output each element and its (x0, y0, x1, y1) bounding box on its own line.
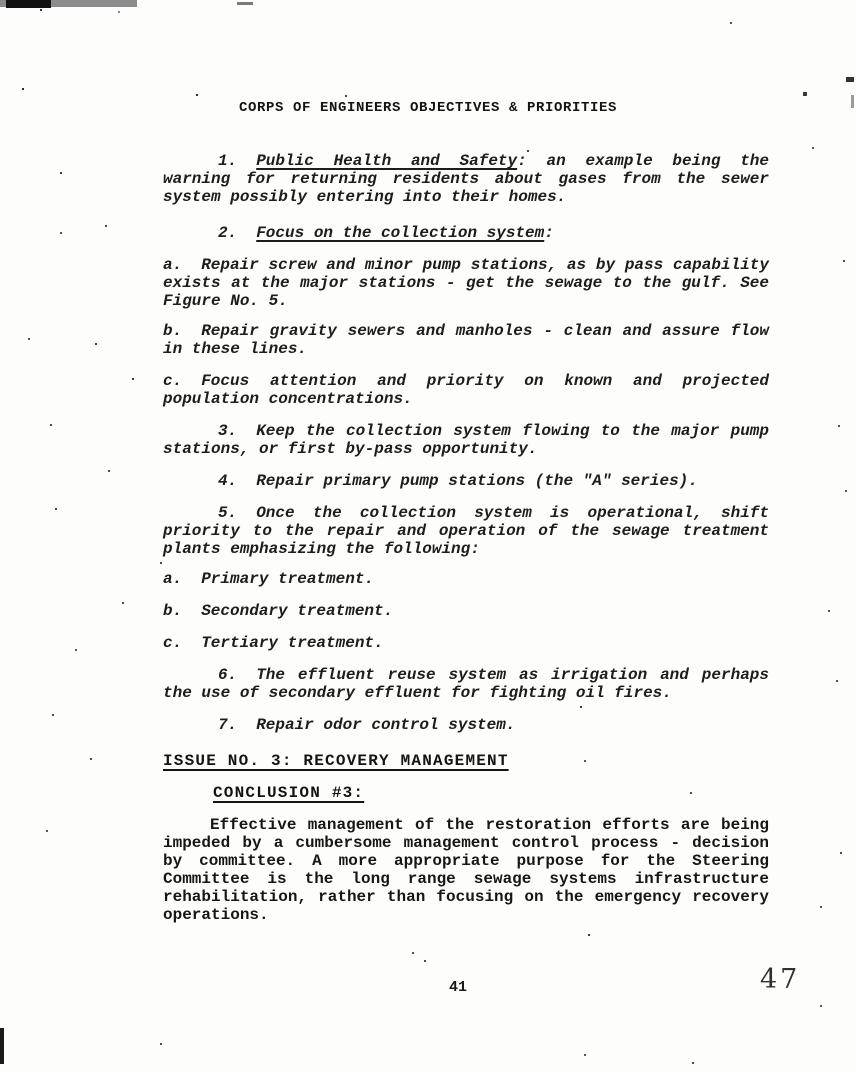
list-item-5 (163, 504, 769, 558)
list-item-7 (163, 716, 769, 734)
item-text: Repair odor control system. (256, 716, 516, 734)
issue-heading: ISSUE NO. 3: RECOVERY MANAGEMENT (163, 752, 509, 770)
item-marker: 4. (218, 472, 238, 490)
item-marker: 2. (218, 224, 238, 242)
scan-artifact-right-mark (803, 92, 807, 96)
item-marker: 6. (218, 666, 238, 684)
item-text: : (544, 224, 554, 242)
stamp-page-number: 47 (760, 964, 801, 995)
list-item-6 (163, 666, 769, 702)
item-marker: a. (163, 570, 183, 588)
list-item-5a (163, 570, 769, 588)
item-text: Repair screw and minor pump stations, as by pass capability exists at the major stations - get the sewage to the gulf. See Figure No. 5. (163, 256, 769, 310)
conclusion-heading: CONCLUSION #3: (213, 784, 365, 802)
item-text: : an example being the warning for returning residents about gases from the sewer system possibly entering into their homes. (163, 152, 770, 206)
page-title: CORPS OF ENGINEERS OBJECTIVES & PRIORITIES (238, 100, 618, 116)
item-text: The effluent reuse system as irrigation and perhaps the use of secondary effluent for fighting oil fires. (163, 666, 769, 702)
scan-noise (0, 0, 2, 2)
item-marker: 5. (218, 504, 238, 522)
conclusion-paragraph: Effective management of the restoration efforts are being impeded by a cumbersome management control process - decision by committee. A more appropriate purpose for the Steering Committee is the long range sewage systems infrastructure rehabilitation, rather than focusing on the emergency recovery operations. (163, 816, 769, 924)
item-text: Repair gravity sewers and manholes - clean and assure flow in these lines. (163, 322, 769, 358)
list-item-5c (163, 634, 769, 652)
item-text: Repair primary pump stations (the "A" series). (256, 472, 698, 490)
item-marker: a. (163, 256, 183, 274)
item-marker: b. (163, 322, 183, 340)
page-number: 41 (449, 979, 468, 996)
item-text: Secondary treatment. (201, 602, 394, 620)
item-lead-underlined: Focus on the collection system (256, 224, 545, 242)
list-item-3 (163, 422, 769, 458)
scan-artifact-left-strip (0, 1028, 4, 1064)
item-text: Keep the collection system flowing to the major pump stations, or first by-pass opportunity. (163, 422, 769, 458)
list-item-5b (163, 602, 769, 620)
item-text: Once the collection system is operational, shift priority to the repair and operation of the sewage treatment plants emphasizing the following: (163, 504, 769, 558)
item-text: Primary treatment. (201, 570, 375, 588)
list-item-2a (163, 256, 769, 310)
list-item-1 (163, 152, 769, 206)
item-marker: c. (163, 634, 183, 652)
scan-artifact-right-mark (846, 77, 854, 82)
item-lead-underlined: Public Health and Safety (256, 152, 518, 170)
item-marker: 7. (218, 716, 238, 734)
item-marker: 1. (218, 152, 238, 170)
list-item-2 (163, 224, 769, 242)
item-marker: 3. (218, 422, 238, 440)
list-item-2b (163, 322, 769, 358)
scan-artifact-top-dash (237, 2, 253, 5)
item-text: Focus attention and priority on known and projected population concentrations. (163, 372, 769, 408)
list-item-4 (163, 472, 769, 490)
document-body (163, 152, 769, 938)
item-marker: c. (163, 372, 183, 390)
item-text: Tertiary treatment. (201, 634, 384, 652)
scan-artifact-top-bar-dark (6, 0, 51, 8)
list-item-2c (163, 372, 769, 408)
item-marker: b. (163, 602, 183, 620)
